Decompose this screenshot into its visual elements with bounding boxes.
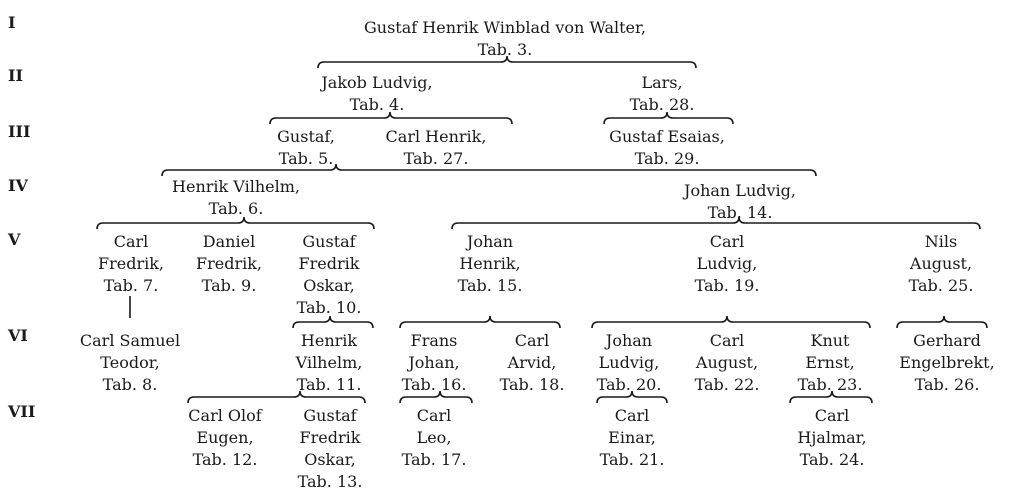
person-henrik-vilhelm-11 (296, 330, 363, 396)
generation-label-7: VII (8, 402, 36, 421)
person-gustaf-fredrik-oskar-10 (297, 231, 362, 319)
table-reference: Tab. 15. (457, 276, 523, 295)
person-name-line: Carl Henrik, (385, 127, 487, 146)
generation-label-4: IV (8, 176, 28, 195)
table-reference: Tab. 29. (634, 149, 700, 168)
person-name-line: Ludvig, (696, 254, 758, 273)
table-reference: Tab. 24. (799, 450, 865, 469)
generation-label-2: II (8, 66, 23, 85)
person-name-line: Carl (814, 406, 850, 425)
person-name-line: Henrik, (459, 254, 521, 273)
person-name-line: Carl (416, 406, 452, 425)
person-name-line: Teodor, (100, 353, 160, 372)
person-johan-ludvig-20 (597, 330, 662, 396)
table-reference: Tab. 5. (278, 149, 334, 168)
person-name-line: Gustaf Henrik Winblad von Walter, (363, 18, 647, 37)
person-name-line: Gustaf (303, 406, 357, 425)
person-name-line: Daniel (202, 232, 256, 251)
table-reference: Tab. 16. (401, 375, 467, 394)
person-gustaf-henrik (364, 17, 646, 61)
person-frans-johan (402, 330, 467, 396)
generation-label-6: VI (8, 326, 28, 345)
person-carl-samuel-teodor (80, 330, 180, 396)
person-name-line: Carl (514, 331, 550, 350)
person-jakob-ludvig (321, 72, 432, 116)
person-name-line: Henrik Vilhelm, (172, 177, 300, 196)
person-name-line: Leo, (416, 428, 452, 447)
person-name-line: Gustaf Esaias, (609, 127, 725, 146)
person-lars (630, 72, 695, 116)
person-name-line: Jakob Ludvig, (321, 73, 433, 92)
generation-label-3: III (8, 122, 31, 141)
person-name-line: Fredrik, (195, 254, 263, 273)
person-nils-august (909, 231, 974, 297)
person-gerhard-engelbrekt (899, 330, 994, 396)
person-name-line: Eugen, (196, 428, 254, 447)
table-reference: Tab. 7. (103, 276, 159, 295)
table-reference: Tab. 6. (208, 199, 264, 218)
person-henrik-vilhelm-6 (172, 176, 300, 220)
person-name-line: Fredrik (298, 254, 360, 273)
table-reference: Tab. 4. (349, 95, 405, 114)
person-gustaf-fredrik-oskar-13 (298, 405, 363, 493)
table-reference: Tab. 17. (401, 450, 467, 469)
person-name-line: Gustaf, (277, 127, 335, 146)
person-name-line: Henrik (300, 331, 358, 350)
person-carl-einar (600, 405, 665, 471)
person-carl-henrik (386, 126, 487, 170)
person-name-line: Vilhelm, (295, 353, 363, 372)
person-carl-arvid (500, 330, 565, 396)
table-reference: Tab. 19. (694, 276, 760, 295)
table-reference: Tab. 13. (297, 472, 363, 491)
person-name-line: Carl (709, 331, 745, 350)
generation-label-5: V (8, 230, 21, 249)
person-name-line: Gustaf (302, 232, 356, 251)
bracket-nils-august (897, 316, 987, 328)
person-carl-fredrik (98, 231, 164, 297)
person-name-line: Carl Olof (188, 406, 262, 425)
person-name-line: Ludvig, (598, 353, 660, 372)
person-johan-henrik (458, 231, 523, 297)
person-name-line: Carl Samuel (79, 331, 181, 350)
table-reference: Tab. 27. (403, 149, 469, 168)
person-carl-olof-eugen (188, 405, 261, 471)
person-carl-august (695, 330, 760, 396)
person-name-line: Ernst, (805, 353, 855, 372)
table-reference: Tab. 10. (296, 298, 362, 317)
person-name-line: Carl (709, 232, 745, 251)
person-johan-ludvig-14 (684, 180, 796, 224)
table-reference: Tab. 21. (599, 450, 665, 469)
person-carl-ludvig (695, 231, 760, 297)
person-carl-hjalmar (797, 405, 866, 471)
person-name-line: Einar, (608, 428, 656, 447)
person-name-line: Carl (113, 232, 149, 251)
table-reference: Tab. 8. (102, 375, 158, 394)
person-daniel-fredrik (196, 231, 262, 297)
bracket-johan-henrik (400, 316, 560, 328)
person-gustaf-esaias (609, 126, 725, 170)
person-name-line: Frans (410, 331, 458, 350)
person-name-line: Knut (810, 331, 850, 350)
table-reference: Tab. 20. (596, 375, 662, 394)
person-gustaf-5 (277, 126, 335, 170)
generation-label-1: I (8, 13, 16, 32)
table-reference: Tab. 3. (477, 40, 533, 59)
person-name-line: Lars, (641, 73, 683, 92)
table-reference: Tab. 18. (499, 375, 565, 394)
person-name-line: Carl (614, 406, 650, 425)
person-carl-leo (402, 405, 467, 471)
person-name-line: Hjalmar, (797, 428, 867, 447)
table-reference: Tab. 14. (707, 203, 773, 222)
table-reference: Tab. 22. (694, 375, 760, 394)
table-reference: Tab. 28. (629, 95, 695, 114)
person-name-line: Engelbrekt, (899, 353, 995, 372)
table-reference: Tab. 23. (797, 375, 863, 394)
person-name-line: August, (695, 353, 759, 372)
person-name-line: Nils (924, 232, 958, 251)
table-reference: Tab. 11. (296, 375, 362, 394)
person-name-line: Gerhard (913, 331, 981, 350)
person-name-line: Fredrik (299, 428, 361, 447)
person-name-line: Johan, (408, 353, 460, 372)
person-name-line: Johan (605, 331, 653, 350)
person-name-line: Oskar, (303, 276, 355, 295)
table-reference: Tab. 9. (201, 276, 257, 295)
person-knut-ernst (798, 330, 863, 396)
table-reference: Tab. 26. (914, 375, 980, 394)
table-reference: Tab. 12. (192, 450, 258, 469)
person-name-line: August, (909, 254, 973, 273)
person-name-line: Johan Ludvig, (684, 181, 796, 200)
person-name-line: Johan (466, 232, 514, 251)
person-name-line: Fredrik, (97, 254, 165, 273)
person-name-line: Arvid, (507, 353, 557, 372)
bracket-carl-ludvig (592, 316, 870, 328)
table-reference: Tab. 25. (908, 276, 974, 295)
person-name-line: Oskar, (304, 450, 356, 469)
